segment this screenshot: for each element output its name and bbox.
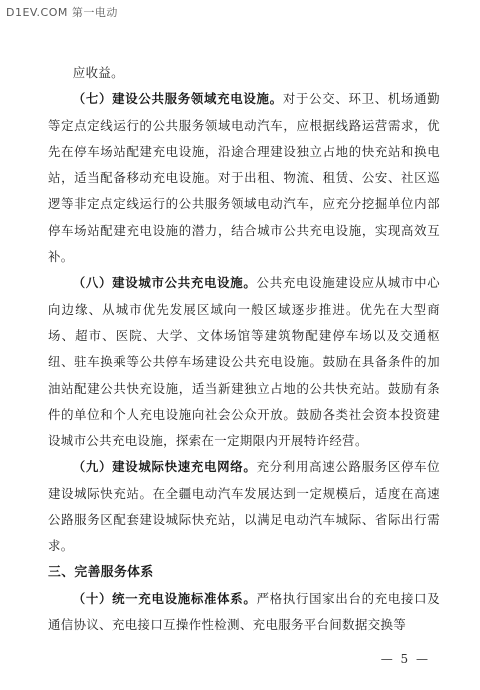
paragraph-10: [48, 586, 440, 639]
section-3-title: 三、完善服务体系: [48, 564, 154, 580]
page-number: — 5 —: [380, 652, 430, 666]
paragraph-10-heading: （十）统一充电设施标准体系。: [72, 590, 257, 606]
paragraph-9-heading: （九）建设城际快速充电网络。: [72, 459, 257, 475]
paragraph-8-body: 公共充电设施建设应从城市中心向边缘、从城市优先发展区域向一般区域逐步推进。优先在大型商场、超市、医院、大学、文体场馆等建筑物配建停车场以及交通枢纽、驻车换乘等公共停车场建设公共充电设施。鼓励在具备条件的加油站配建公共快充设施，适当新建独立占地的公共快充站。鼓励有条件的单位和个人充电设施向社会公众开放。鼓励各类社会资本投资建设城市公共充电设施，探索在一定期限内开展特许经营。: [48, 275, 440, 449]
paragraph-10-body: 严格执行国家出台的充电接口及通信协议、充电接口互操作性检测、充电服务平台间数据交换等: [48, 590, 440, 633]
document-page: [48, 60, 440, 639]
site-watermark: D1EV.COM 第一电动: [6, 6, 118, 19]
paragraph-7: [48, 86, 440, 270]
paragraph-7-body: 对于公交、环卫、机场通勤等定点定线运行的公共服务领域电动汽车，应根据线路运营需求，优先在停车场站配建充电设施，沿途合理建设独立占地的快充站和换电站，适当配备移动充电设施。对于出租、物流、租赁、公安、社区巡逻等非定点定线运行的公共服务领域电动汽车，应充分挖掘单位内部停车场站配建充电设施的潜力，结合城市公共充电设施，实现高效互补。: [48, 91, 440, 265]
paragraph-9: [48, 454, 440, 559]
paragraph-7-heading: （七）建设公共服务领域充电设施。: [72, 91, 283, 107]
carry-over-line: 应收益。: [72, 65, 124, 80]
paragraph-9-body: 充分利用高速公路服务区停车位建设城际快充站。在全疆电动汽车发展达到一定规模后，适度在高速公路服务区配套建设城际快充站，以满足电动汽车城际、省际出行需求。: [48, 459, 440, 554]
paragraph-8-heading: （八）建设城市公共充电设施。: [72, 275, 257, 291]
paragraph-8: [48, 270, 440, 454]
